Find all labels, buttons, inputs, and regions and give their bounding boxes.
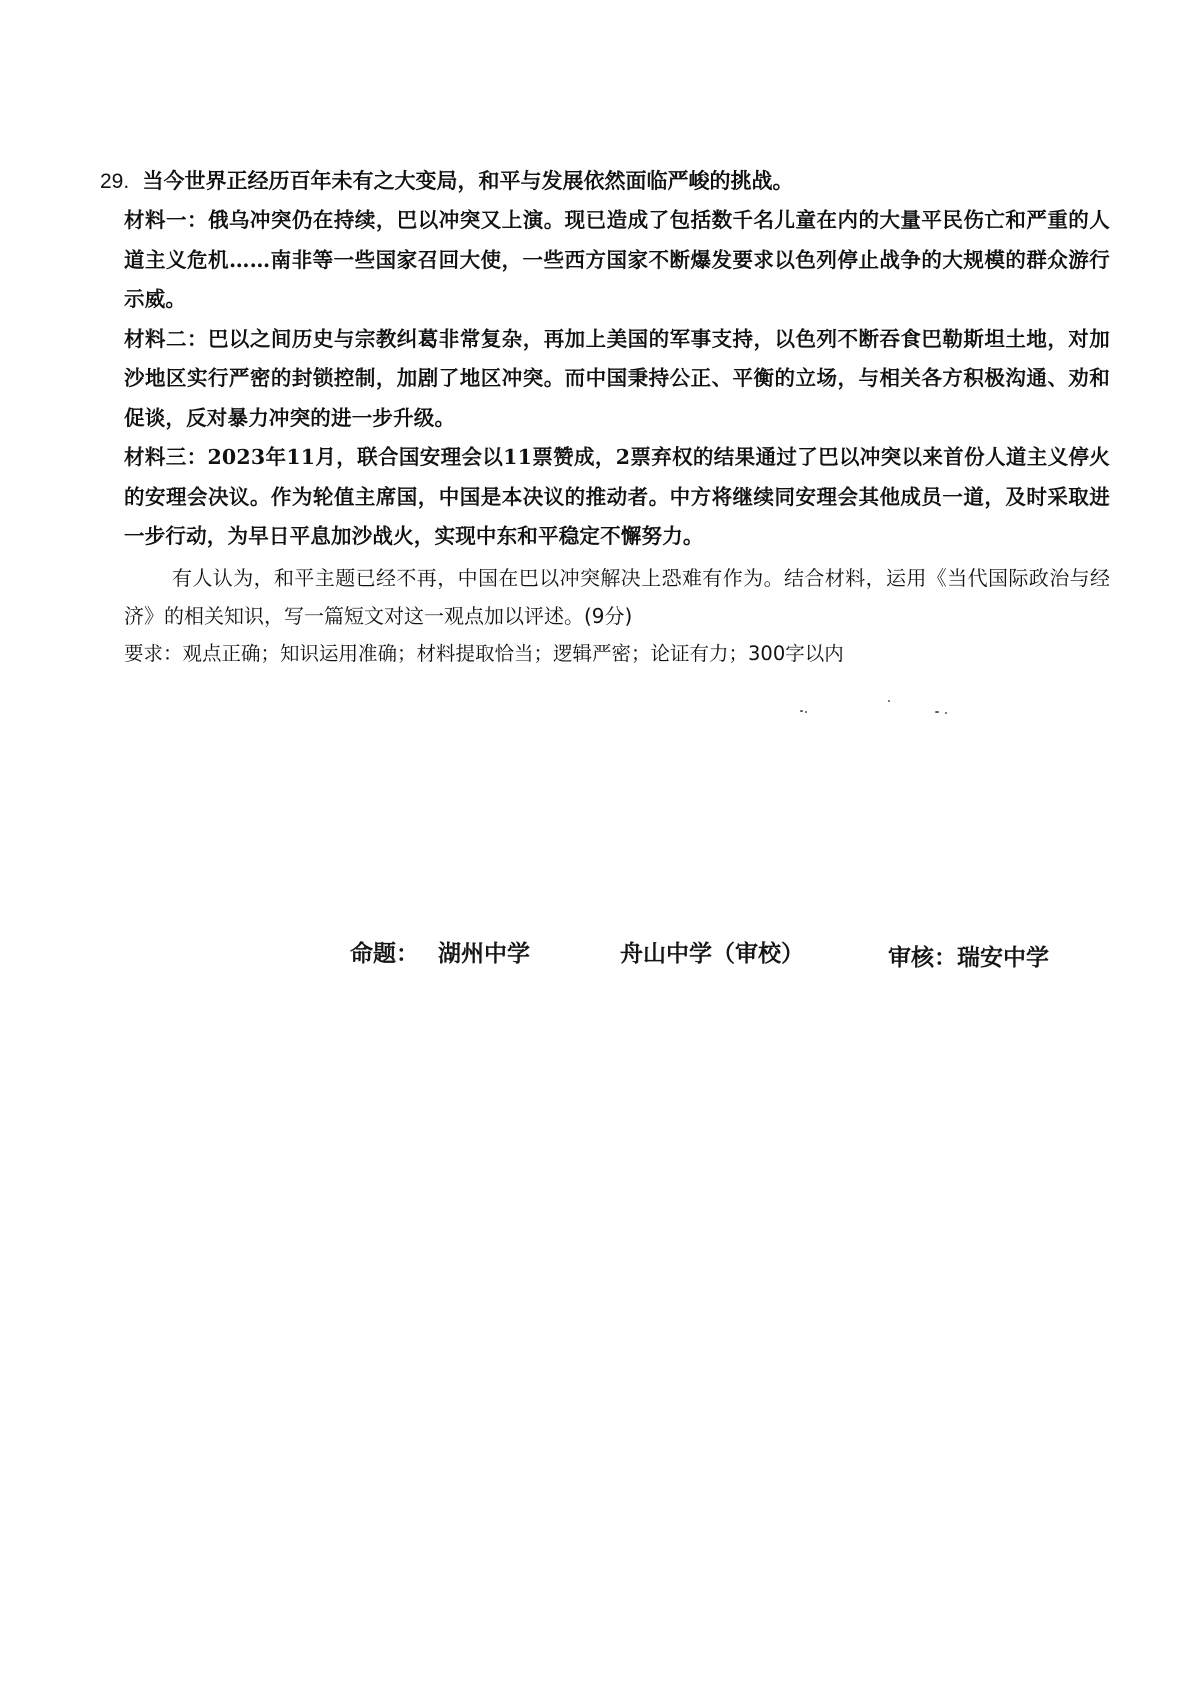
question-prompt: 有人认为，和平主题已经不再，中国在巴以冲突解决上恐难有作为。结合材料，运用《当代国际政治与经济》的相关知识，写一篇短文对这一观点加以评述。(9分) — [124, 565, 1110, 628]
co-proposer-school: 舟山中学（审校） — [620, 941, 804, 967]
scan-speck — [945, 712, 947, 714]
material-2: 材料二：巴以之间历史与宗教纠葛非常复杂，再加上美国的军事支持，以色列不断吞食巴勒斯坦土地，对加沙地区实行严密的封锁控制，加剧了地区冲突。而中国秉持公正、平衡的立场，与相关各方积极沟通、劝和促谈，反对暴力冲突的进一步升级。 — [124, 326, 1110, 430]
scan-speck — [800, 710, 803, 712]
material-3: 材料三：2023年11月，联合国安理会以11票赞成，2票弃权的结果通过了巴以冲突以来首份人道主义停火的安理会决议。作为轮值主席国，中国是本决议的推动者。中方将继续同安理会其他成员一道，及时采取进一步行动，为早日平息加沙战火，实现中东和平稳定不懈努力。 — [124, 445, 1110, 548]
question-body — [100, 201, 1110, 557]
proposer-school: 湖州中学 — [438, 941, 530, 967]
question-stem: 当今世界正经历百年未有之大变局，和平与发展依然面临严峻的挑战。 — [142, 168, 794, 193]
scan-speck — [935, 711, 939, 713]
scan-specks — [800, 700, 960, 720]
exam-credits — [0, 935, 1200, 975]
scan-speck — [805, 711, 807, 713]
question-stem-line — [100, 162, 1110, 201]
reviewer-school: 审核：瑞安中学 — [888, 945, 1049, 971]
question-29 — [100, 162, 1110, 673]
question-number: 29. — [100, 170, 130, 193]
proposer-label: 命题： — [350, 941, 419, 967]
question-task — [100, 559, 1110, 673]
scan-speck — [888, 700, 890, 702]
material-1: 材料一：俄乌冲突仍在持续，巴以冲突又上演。现已造成了包括数千名儿童在内的大量平民伤亡和严重的人道主义危机……南非等一些国家召回大使，一些西方国家不断爆发要求以色列停止战争的大规模的群众游行示威。 — [124, 208, 1110, 311]
answer-requirement: 要求：观点正确；知识运用准确；材料提取恰当；逻辑严密；论证有力；300字以内 — [124, 641, 844, 665]
